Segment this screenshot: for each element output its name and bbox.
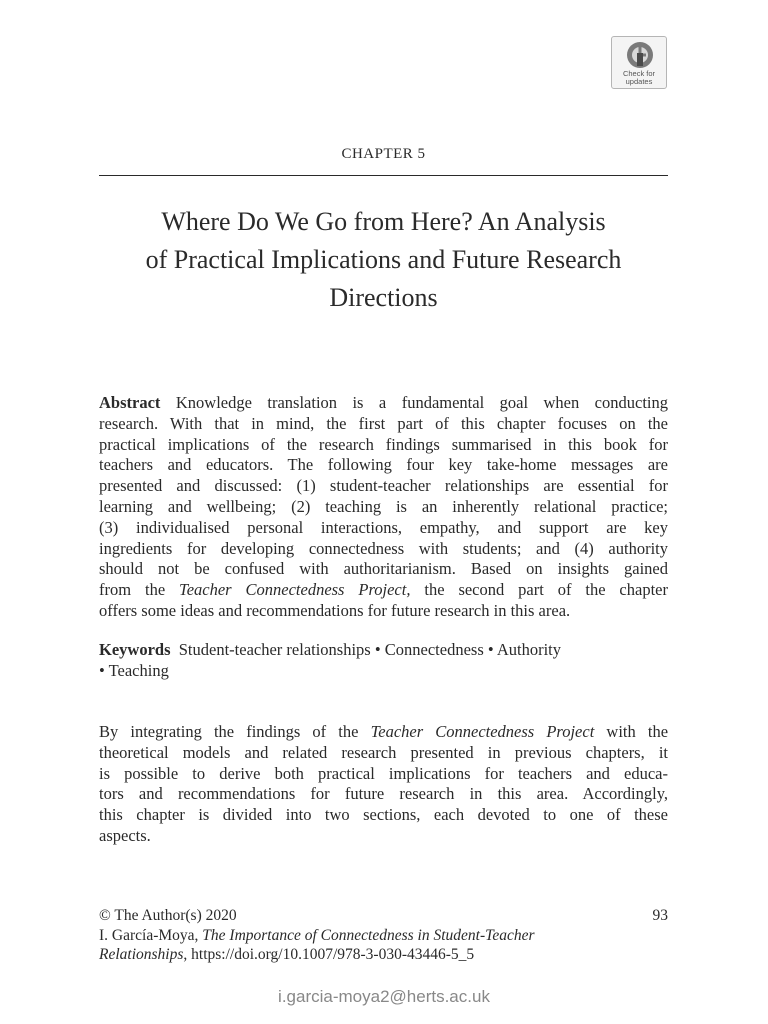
body-line: theoretical models and related research presented in previous chapters, it (99, 742, 668, 762)
abstract-line: should not be confused with authoritarianism. Based on insights gained (99, 559, 668, 579)
abstract-line: Abstract Knowledge translation is a fundamental goal when conducting (99, 393, 668, 412)
watermark-email: i.garcia-moya2@herts.ac.uk (278, 987, 490, 1006)
body-line: this chapter is divided into two sections, each devoted to one of these (99, 805, 668, 825)
badge-line1: Check for (622, 69, 656, 78)
keywords-heading: Keywords (99, 640, 171, 659)
keywords-line: • Teaching (99, 660, 169, 680)
abstract-line: (3) individualised personal interactions, empathy, and support are key (99, 517, 668, 537)
body-line: is possible to derive both practical implications for teachers and educa- (99, 763, 668, 783)
abstract-heading: Abstract (99, 393, 161, 412)
book-title: Relationships (99, 946, 184, 963)
check-for-updates-badge[interactable] (611, 36, 667, 89)
body-line: aspects. (99, 825, 151, 845)
chapter-title (99, 203, 668, 317)
badge-line2: updates (625, 77, 653, 86)
abstract-line: learning and wellbeing; (2) teaching is an inherently relational practice; (99, 496, 668, 516)
body-line: By integrating the findings of the Teacher Connectedness Project with the (99, 722, 669, 741)
abstract-line: ingredients for developing connectedness with students; and (4) authority (99, 538, 668, 558)
abstract-line: from the Teacher Connectedness Project, the second part of the chapter (99, 580, 668, 600)
citation-line: I. García-Moya, The Importance of Connectedness in Student-Teacher (99, 926, 535, 944)
footer (99, 906, 668, 965)
abstract-line: research. With that in mind, the first part of this chapter focuses on the (99, 413, 668, 433)
book-title: The Importance of Connectedness in Student-Teacher (202, 926, 535, 944)
chapter-label: CHAPTER 5 (341, 146, 426, 162)
citation-line (99, 945, 668, 965)
copyright: © The Author(s) 2020 (99, 907, 237, 924)
abstract-line: offers some ideas and recommendations for future research in this area. (99, 600, 571, 620)
body-line: tors and recommendations for future research in this area. Accordingly, (99, 784, 668, 804)
doi-link[interactable]: , https://doi.org/10.1007/978-3-030-43446-5_5 (183, 946, 475, 963)
abstract-line: teachers and educators. The following four key take-home messages are (99, 455, 668, 475)
keywords-line: Keywords Student-teacher relationships • Connectedness • Authority (99, 640, 562, 659)
abstract-line: practical implications of the research findings summarised in this book for (99, 434, 668, 454)
footer-row (99, 906, 668, 926)
crossmark-icon (626, 41, 654, 69)
chapter-rule (99, 175, 668, 176)
abstract-line: presented and discussed: (1) student-teacher relationships are essential for (99, 476, 668, 496)
page-number: 93 (652, 907, 668, 924)
project-name: Teacher Connectedness Project, (179, 580, 411, 600)
project-name: Teacher Connectedness Project (370, 722, 595, 741)
body-paragraph (99, 722, 668, 847)
title-line: Where Do We Go from Here? An Analysis (161, 207, 606, 236)
keywords (99, 640, 668, 682)
title-line: of Practical Implications and Future Research (145, 245, 622, 274)
abstract (99, 393, 668, 622)
title-line: Directions (329, 283, 438, 312)
